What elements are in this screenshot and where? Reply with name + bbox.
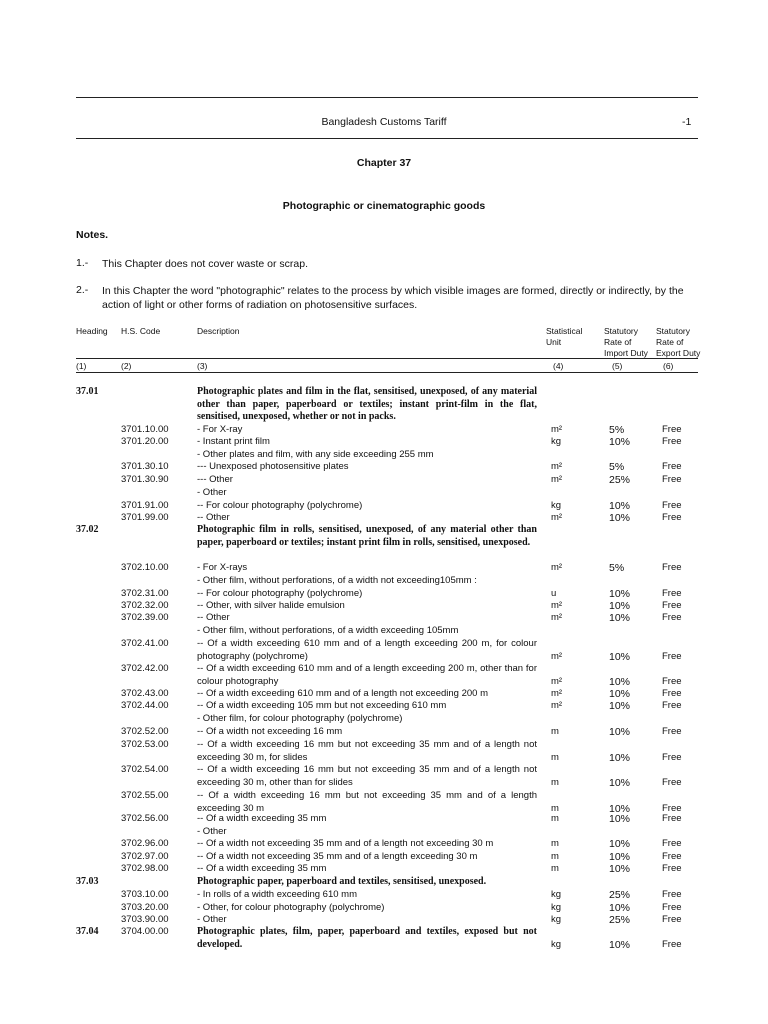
note-text: In this Chapter the word "photographic" relates to the process by which visible images are formed, directly or indirectly, by the action of light or other forms of radiation on photosensitive surfaces. xyxy=(102,285,684,311)
hs-code: 3702.56.00 xyxy=(121,813,169,824)
import-duty: 10% xyxy=(609,802,631,815)
description: - Other film, without perforations, of a width not exceeding105mm : xyxy=(197,575,477,586)
chapter-title: Chapter 37 xyxy=(356,157,412,169)
document-title: Bangladesh Customs Tariff xyxy=(321,116,447,128)
export-duty: Free xyxy=(662,700,682,711)
hs-code: 3702.53.00 xyxy=(121,739,169,750)
description: -- For colour photography (polychrome) xyxy=(197,500,363,511)
import-duty: 25% xyxy=(609,914,631,926)
export-duty: Free xyxy=(662,863,682,874)
statistical-unit: m² xyxy=(551,612,563,623)
import-duty: 10% xyxy=(609,675,631,688)
description: --- Other xyxy=(197,474,233,485)
description: -- For colour photography (polychrome) xyxy=(197,588,363,599)
statistical-unit: m xyxy=(551,851,559,862)
statistical-unit: m xyxy=(551,813,559,824)
hs-code: 3702.96.00 xyxy=(121,838,169,849)
hs-code: 3704.00.00 xyxy=(121,926,169,937)
statistical-unit: m² xyxy=(551,512,563,523)
statistical-unit: kg xyxy=(551,889,562,900)
import-duty: 10% xyxy=(609,938,631,951)
export-duty: Free xyxy=(662,902,682,913)
col-statistical-unit: Statistical Unit xyxy=(546,326,583,347)
description: - Other xyxy=(197,826,227,837)
description: - Other plates and film, with any side exceeding 255 mm xyxy=(197,449,434,460)
import-duty: 10% xyxy=(609,751,631,764)
statistical-unit: kg xyxy=(551,938,562,950)
import-duty: 10% xyxy=(609,863,631,875)
description: - Other, for colour photography (polychrome) xyxy=(197,902,385,913)
col-hs-code: H.S. Code xyxy=(121,326,161,336)
hs-code: 3702.41.00 xyxy=(121,638,169,649)
hs-code: 3703.20.00 xyxy=(121,902,169,913)
import-duty: 10% xyxy=(609,700,631,712)
col-number: (3) xyxy=(197,361,208,371)
column-number-rule xyxy=(76,372,698,373)
import-duty: 10% xyxy=(609,600,631,612)
note-number: 2.- xyxy=(76,284,89,296)
export-duty: Free xyxy=(662,675,682,687)
description: -- Of a width exceeding 35 mm xyxy=(197,813,327,824)
statistical-unit: m xyxy=(551,838,559,849)
export-duty: Free xyxy=(662,851,682,862)
import-duty: 10% xyxy=(609,776,631,789)
export-duty: Free xyxy=(662,889,682,900)
hs-code: 3702.54.00 xyxy=(121,764,169,775)
statistical-unit: m xyxy=(551,802,559,814)
export-duty: Free xyxy=(662,436,682,447)
hs-code: 3701.10.00 xyxy=(121,424,169,435)
hs-code: 3701.20.00 xyxy=(121,436,169,447)
description: -- Of a width exceeding 105 mm but not exceeding 610 mm xyxy=(197,700,447,711)
col-number: (5) xyxy=(612,361,623,371)
description: Photographic plates and film in the flat, sensitised, unexposed, of any material other than paper, paperboard or textiles; instant print-film in the flat, sensitised, unexposed, whether or not in packs. xyxy=(197,386,537,422)
statistical-unit: m² xyxy=(551,562,563,573)
statistical-unit: m xyxy=(551,776,559,788)
export-duty: Free xyxy=(662,914,682,925)
hs-code: 3702.98.00 xyxy=(121,863,169,874)
export-duty: Free xyxy=(662,474,682,485)
col-import-duty: Statutory Rate of Import Duty xyxy=(604,326,648,358)
description: - Other film, for colour photography (polychrome) xyxy=(197,713,403,724)
col-heading: Heading xyxy=(76,326,108,336)
description: -- Of a width exceeding 35 mm xyxy=(197,863,327,874)
hs-code: 3701.30.10 xyxy=(121,461,169,472)
export-duty: Free xyxy=(662,813,682,824)
hs-code: 3703.10.00 xyxy=(121,889,169,900)
import-duty: 10% xyxy=(609,726,631,738)
import-duty: 10% xyxy=(609,650,631,663)
hs-code: 3701.99.00 xyxy=(121,512,169,523)
import-duty: 10% xyxy=(609,813,631,825)
statistical-unit: kg xyxy=(551,500,562,511)
statistical-unit: m² xyxy=(551,461,563,472)
description: - For X-ray xyxy=(197,424,243,435)
import-duty: 10% xyxy=(609,588,631,600)
col-export-duty: Statutory Rate of Export Duty xyxy=(656,326,701,358)
statistical-unit: m² xyxy=(551,424,563,435)
statistical-unit: m² xyxy=(551,700,563,711)
import-duty: 5% xyxy=(609,461,625,473)
statistical-unit: m² xyxy=(551,650,563,662)
export-duty: Free xyxy=(662,600,682,611)
header-rule xyxy=(76,138,698,139)
import-duty: 10% xyxy=(609,436,631,448)
hs-code: 3702.97.00 xyxy=(121,851,169,862)
heading-number: 37.02 xyxy=(76,524,99,535)
col-number: (6) xyxy=(663,361,674,371)
export-duty: Free xyxy=(662,424,682,435)
description: - Other film, without perforations, of a width exceeding 105mm xyxy=(197,625,459,636)
description: -- Of a width exceeding 16 mm but not exceeding 35 mm and of a length not exceeding 30 m, other than for slides xyxy=(197,764,537,788)
notes-heading: Notes. xyxy=(76,229,109,241)
description: -- Of a width not exceeding 16 mm xyxy=(197,726,343,737)
statistical-unit: kg xyxy=(551,914,562,925)
statistical-unit: m xyxy=(551,726,559,737)
col-number: (1) xyxy=(76,361,87,371)
export-duty: Free xyxy=(662,650,682,662)
description: -- Of a width exceeding 16 mm but not exceeding 35 mm and of a length not exceeding 30 m, for slides xyxy=(197,739,537,763)
description: -- Of a width exceeding 16 mm but not exceeding 35 mm and of a length exceeding 30 m xyxy=(197,790,537,814)
import-duty: 10% xyxy=(609,851,631,863)
statistical-unit: m xyxy=(551,751,559,763)
export-duty: Free xyxy=(662,562,682,573)
description: - In rolls of a width exceeding 610 mm xyxy=(197,889,357,900)
export-duty: Free xyxy=(662,461,682,472)
export-duty: Free xyxy=(662,726,682,737)
hs-code: 3702.52.00 xyxy=(121,726,169,737)
statistical-unit: kg xyxy=(551,902,562,913)
hs-code: 3702.55.00 xyxy=(121,790,169,801)
col-number: (4) xyxy=(553,361,564,371)
top-rule xyxy=(76,97,698,98)
description: --- Unexposed photosensitive plates xyxy=(197,461,349,472)
export-duty: Free xyxy=(662,776,682,788)
hs-code: 3702.43.00 xyxy=(121,688,169,699)
import-duty: 10% xyxy=(609,512,631,524)
hs-code: 3702.44.00 xyxy=(121,700,169,711)
heading-number: 37.04 xyxy=(76,926,99,937)
import-duty: 10% xyxy=(609,902,631,914)
note-text: This Chapter does not cover waste or scrap. xyxy=(102,258,309,270)
import-duty: 10% xyxy=(609,688,631,700)
description: -- Other xyxy=(197,612,230,623)
statistical-unit: m² xyxy=(551,474,563,485)
hs-code: 3702.31.00 xyxy=(121,588,169,599)
import-duty: 25% xyxy=(609,474,631,486)
page-number: -1 xyxy=(682,116,692,128)
hs-code: 3702.42.00 xyxy=(121,663,169,674)
export-duty: Free xyxy=(662,688,682,699)
heading-number: 37.03 xyxy=(76,876,99,887)
description: -- Of a width exceeding 610 mm and of a length not exceeding 200 m xyxy=(197,688,488,699)
import-duty: 10% xyxy=(609,612,631,624)
description: - Other xyxy=(197,914,227,925)
hs-code: 3701.30.90 xyxy=(121,474,169,485)
description: Photographic plates, film, paper, paperboard and textiles, exposed but not developed. xyxy=(197,926,537,950)
description: -- Of a width exceeding 610 mm and of a length exceeding 200 m, other than for colour photography xyxy=(197,663,537,687)
description: - Instant print film xyxy=(197,436,270,447)
export-duty: Free xyxy=(662,938,682,950)
description: Photographic paper, paperboard and textiles, sensitised, unexposed. xyxy=(197,876,487,887)
export-duty: Free xyxy=(662,612,682,623)
import-duty: 10% xyxy=(609,838,631,850)
export-duty: Free xyxy=(662,512,682,523)
export-duty: Free xyxy=(662,751,682,763)
statistical-unit: u xyxy=(551,588,557,599)
hs-code: 3701.91.00 xyxy=(121,500,169,511)
import-duty: 10% xyxy=(609,500,631,512)
export-duty: Free xyxy=(662,500,682,511)
statistical-unit: kg xyxy=(551,436,562,447)
statistical-unit: m² xyxy=(551,675,563,687)
export-duty: Free xyxy=(662,802,682,814)
statistical-unit: m xyxy=(551,863,559,874)
heading-number: 37.01 xyxy=(76,386,99,397)
import-duty: 5% xyxy=(609,562,625,574)
description: -- Of a width exceeding 610 mm and of a length exceeding 200 m, for colour photography (polychrome) xyxy=(197,638,537,662)
description: -- Other xyxy=(197,512,230,523)
chapter-subtitle: Photographic or cinematographic goods xyxy=(282,200,486,212)
column-header-rule xyxy=(76,358,698,359)
description: - Other xyxy=(197,487,227,498)
export-duty: Free xyxy=(662,588,682,599)
description: - For X-rays xyxy=(197,562,248,573)
note-number: 1.- xyxy=(76,257,89,269)
hs-code: 3703.90.00 xyxy=(121,914,169,925)
statistical-unit: m² xyxy=(551,600,563,611)
hs-code: 3702.10.00 xyxy=(121,562,169,573)
col-description: Description xyxy=(197,326,240,336)
description: -- Of a width not exceeding 35 mm and of a length not exceeding 30 m xyxy=(197,838,494,849)
description: -- Of a width not exceeding 35 mm and of a length exceeding 30 m xyxy=(197,851,478,862)
statistical-unit: m² xyxy=(551,688,563,699)
hs-code: 3702.32.00 xyxy=(121,600,169,611)
description: -- Other, with silver halide emulsion xyxy=(197,600,345,611)
hs-code: 3702.39.00 xyxy=(121,612,169,623)
description: Photographic film in rolls, sensitised, unexposed, of any material other than paper, paperboard or textiles; instant print film in rolls, sensitised, unexposed. xyxy=(197,524,537,548)
import-duty: 5% xyxy=(609,424,625,436)
import-duty: 25% xyxy=(609,889,631,901)
col-number: (2) xyxy=(121,361,132,371)
export-duty: Free xyxy=(662,838,682,849)
